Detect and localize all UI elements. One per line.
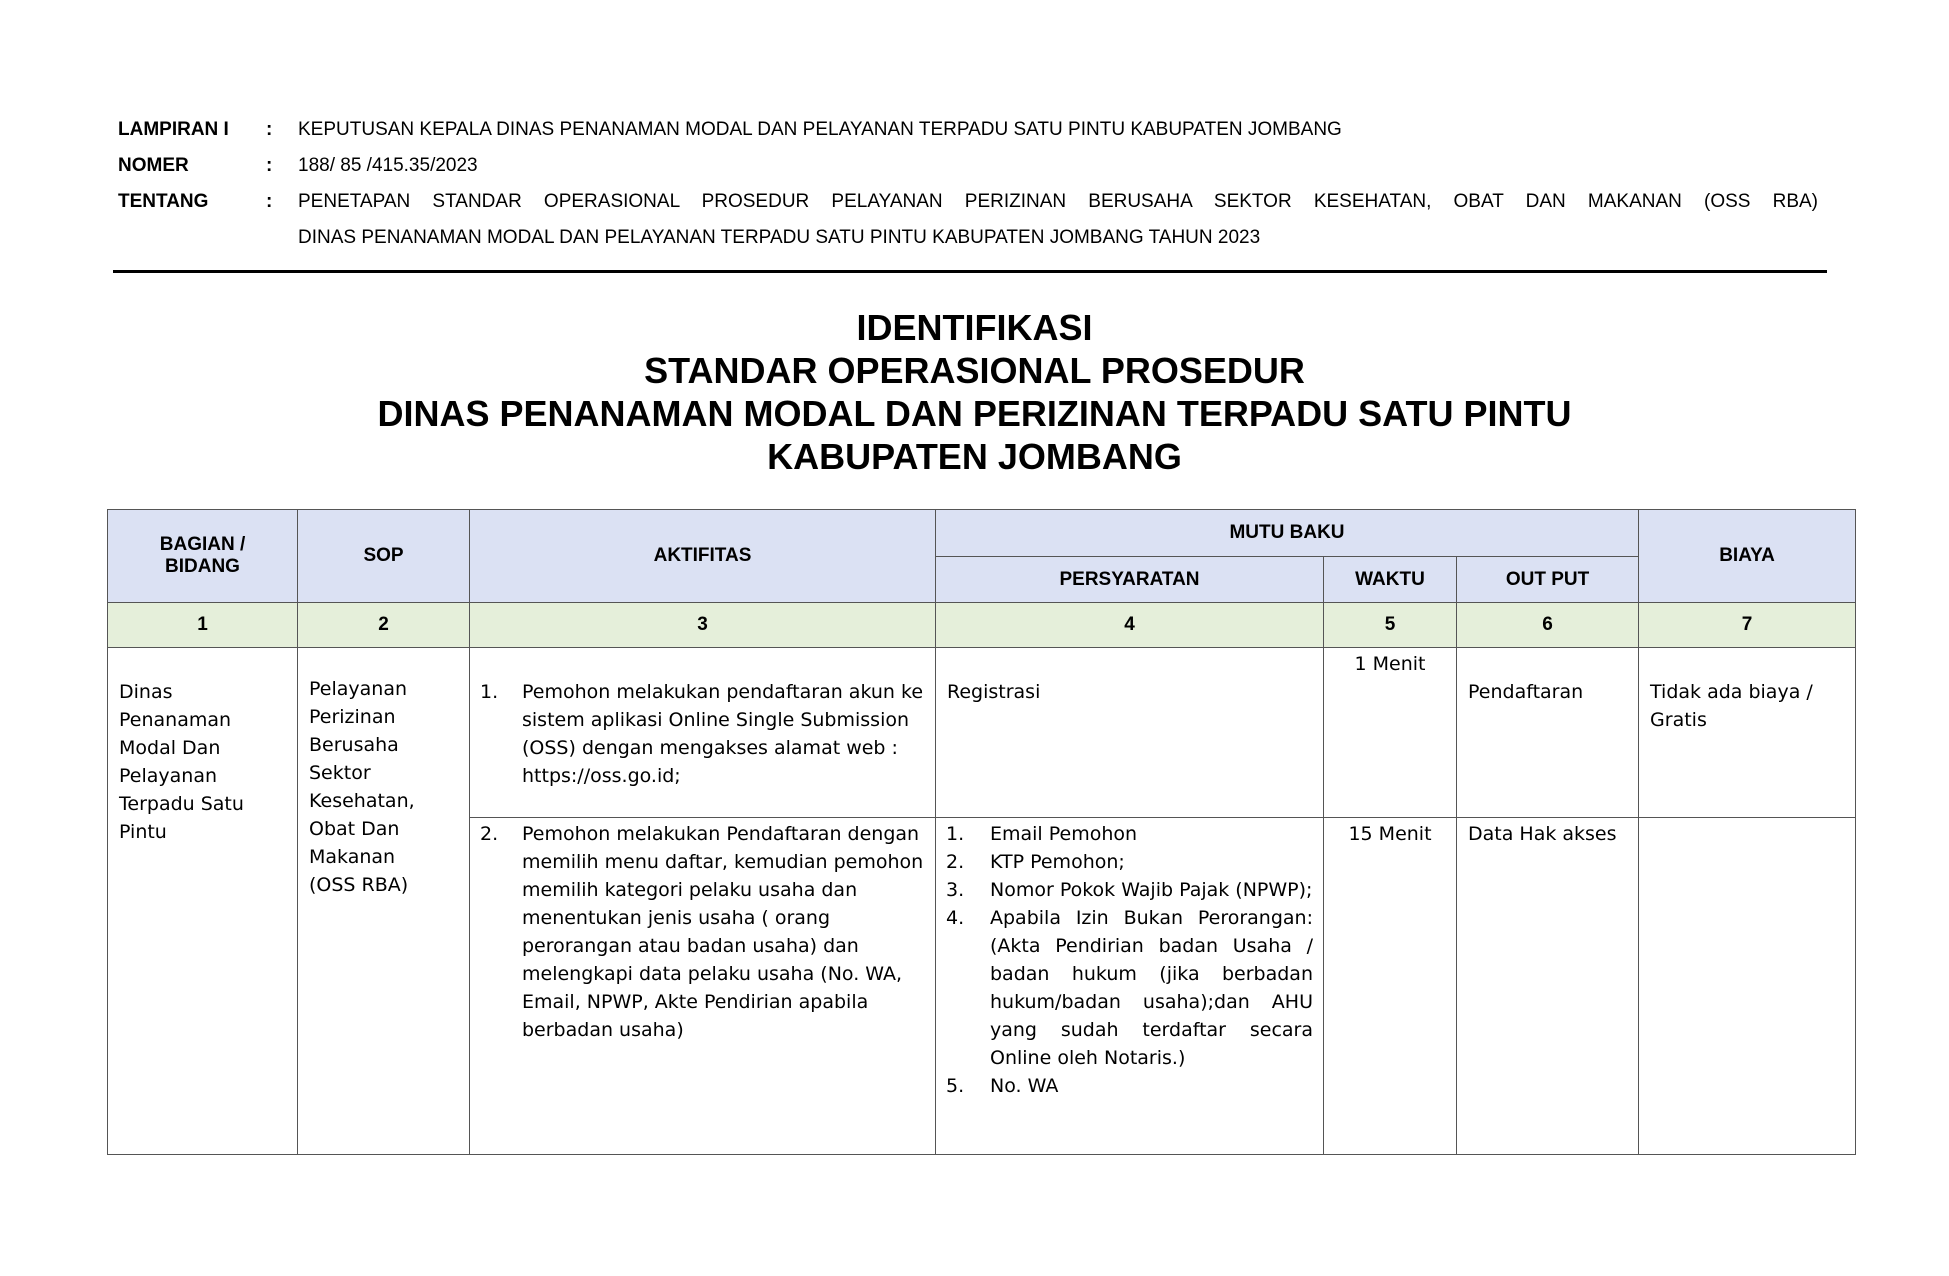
req-number: 1. <box>946 823 965 845</box>
aktifitas-cell <box>470 818 936 1155</box>
req-text: KTP Pemohon; <box>990 851 1125 873</box>
bagian-cell <box>108 648 298 1155</box>
bagian-line: Pelayanan <box>119 765 218 787</box>
list-item <box>936 1072 1323 1100</box>
list-item <box>936 904 1323 1072</box>
aktifitas-cell <box>470 648 936 818</box>
persyaratan-cell <box>936 818 1324 1155</box>
tentang-colon: : <box>266 191 273 212</box>
bagian-header-line2: BIDANG <box>165 556 240 577</box>
column-number: 7 <box>1639 603 1856 648</box>
header-nomer <box>118 148 1818 184</box>
req-text: No. WA <box>990 1075 1059 1097</box>
lampiran-colon: : <box>266 119 273 140</box>
req-text: Nomor Pokok Wajib Pajak (NPWP); <box>990 879 1313 901</box>
header-tentang <box>118 184 1818 220</box>
req-number: 2. <box>946 851 965 873</box>
bagian-header-line1: BAGIAN / <box>159 534 246 555</box>
col-header-biaya: BIAYA <box>1639 510 1856 603</box>
biaya-cell <box>1639 818 1856 1155</box>
sop-line: Sektor <box>309 762 371 784</box>
lampiran-key: LAMPIRAN I <box>118 119 229 140</box>
column-number-row <box>108 603 1856 648</box>
aktifitas-line: sistem aplikasi Online Single Submission <box>522 709 910 731</box>
document-header <box>118 112 1818 256</box>
column-number: 3 <box>470 603 936 648</box>
aktifitas-line: memilih menu daftar, kemudian pemohon <box>522 851 924 873</box>
column-number: 5 <box>1324 603 1457 648</box>
column-number: 6 <box>1457 603 1639 648</box>
table-row <box>108 648 1856 818</box>
sop-line: Perizinan <box>309 706 396 728</box>
header-row-top <box>108 510 1856 557</box>
title-line2: STANDAR OPERASIONAL PROSEDUR <box>644 350 1305 391</box>
req-text: Email Pemohon <box>990 823 1138 845</box>
aktifitas-line: Pemohon melakukan Pendaftaran dengan <box>522 823 920 845</box>
list-item <box>470 678 935 790</box>
col-header-persyaratan: PERSYARATAN <box>936 557 1324 603</box>
sop-table <box>107 509 1856 1155</box>
col-header-bagian <box>108 510 298 603</box>
sop-line: Kesehatan, <box>309 790 415 812</box>
col-header-aktifitas: AKTIFITAS <box>470 510 936 603</box>
title-line4: KABUPATEN JOMBANG <box>767 436 1182 477</box>
waktu-cell <box>1324 648 1457 818</box>
req-number: 4. <box>946 907 965 929</box>
aktifitas-line: Pemohon melakukan pendaftaran akun ke <box>522 681 924 703</box>
output-cell <box>1457 818 1639 1155</box>
col-header-sop: SOP <box>298 510 470 603</box>
col-header-output: OUT PUT <box>1457 557 1639 603</box>
sop-line: Obat Dan <box>309 818 400 840</box>
step-number: 1. <box>480 681 499 703</box>
list-item <box>936 848 1323 876</box>
output-text: Data Hak akses <box>1468 823 1617 845</box>
biaya-line: Gratis <box>1650 709 1707 731</box>
waktu-cell <box>1324 818 1457 1155</box>
waktu-text: 1 Menit <box>1354 653 1426 675</box>
bagian-line: Terpadu Satu <box>119 793 244 815</box>
column-number: 4 <box>936 603 1324 648</box>
sop-line: (OSS RBA) <box>309 874 409 896</box>
column-number: 1 <box>108 603 298 648</box>
tentang-value-line1: PENETAPAN STANDAR OPERASIONAL PROSEDUR PELAYANAN PERIZINAN BERUSAHA SEKTOR KESEHATAN, OBAT DAN MAKANAN (OSS RBA) <box>298 191 1818 212</box>
sop-line: Berusaha <box>309 734 399 756</box>
bagian-line: Penanaman <box>119 709 232 731</box>
aktifitas-line: menentukan jenis usaha ( orang <box>522 907 831 929</box>
bagian-line: Modal Dan <box>119 737 221 759</box>
sop-cell <box>298 648 470 1155</box>
aktifitas-line: perorangan atau badan usaha) dan <box>522 935 859 957</box>
persyaratan-cell <box>936 648 1324 818</box>
req-number: 3. <box>946 879 965 901</box>
sop-line: Pelayanan <box>309 678 408 700</box>
req-number: 5. <box>946 1075 965 1097</box>
page-title <box>0 306 1949 478</box>
bagian-line: Dinas <box>119 681 173 703</box>
list-item <box>936 820 1323 848</box>
step-number: 2. <box>480 823 499 845</box>
output-text: Pendaftaran <box>1468 681 1584 703</box>
list-item <box>936 876 1323 904</box>
aktifitas-line: (OSS) dengan mengakses alamat web : <box>522 737 898 759</box>
header-lampiran <box>118 112 1818 148</box>
persyaratan-text: Registrasi <box>947 681 1041 703</box>
aktifitas-line: https://oss.go.id; <box>522 765 681 787</box>
biaya-cell <box>1639 648 1856 818</box>
nomer-key: NOMER <box>118 155 189 176</box>
col-header-mutu-baku: MUTU BAKU <box>936 510 1639 557</box>
nomer-colon: : <box>266 155 273 176</box>
lampiran-value: KEPUTUSAN KEPALA DINAS PENANAMAN MODAL DAN PELAYANAN TERPADU SATU PINTU KABUPATEN JOMBANG <box>298 119 1342 140</box>
tentang-value-line2: DINAS PENANAMAN MODAL DAN PELAYANAN TERPADU SATU PINTU KABUPATEN JOMBANG TAHUN 2023 <box>298 227 1261 248</box>
aktifitas-line: Email, NPWP, Akte Pendirian apabila <box>522 991 869 1013</box>
aktifitas-line: melengkapi data pelaku usaha (No. WA, <box>522 963 903 985</box>
tentang-key: TENTANG <box>118 191 209 212</box>
title-line1: IDENTIFIKASI <box>856 307 1093 348</box>
biaya-line: Tidak ada biaya / <box>1650 681 1813 703</box>
column-number: 2 <box>298 603 470 648</box>
aktifitas-line: memilih kategori pelaku usaha dan <box>522 879 858 901</box>
req-text: Apabila Izin Bukan Perorangan: (Akta Pendirian badan Usaha / badan hukum (jika berbadan hukum/badan usaha);dan AHU yang sudah terdaftar secara Online oleh Notaris.) <box>990 907 1313 1069</box>
sop-line: Makanan <box>309 846 396 868</box>
waktu-text: 15 Menit <box>1348 823 1432 845</box>
bagian-line: Pintu <box>119 821 167 843</box>
list-item <box>470 820 935 1044</box>
nomer-value: 188/ 85 /415.35/2023 <box>298 155 478 176</box>
output-cell <box>1457 648 1639 818</box>
aktifitas-line: berbadan usaha) <box>522 1019 684 1041</box>
header-divider <box>113 270 1827 273</box>
col-header-waktu: WAKTU <box>1324 557 1457 603</box>
title-line3: DINAS PENANAMAN MODAL DAN PERIZINAN TERPADU SATU PINTU <box>377 393 1572 434</box>
